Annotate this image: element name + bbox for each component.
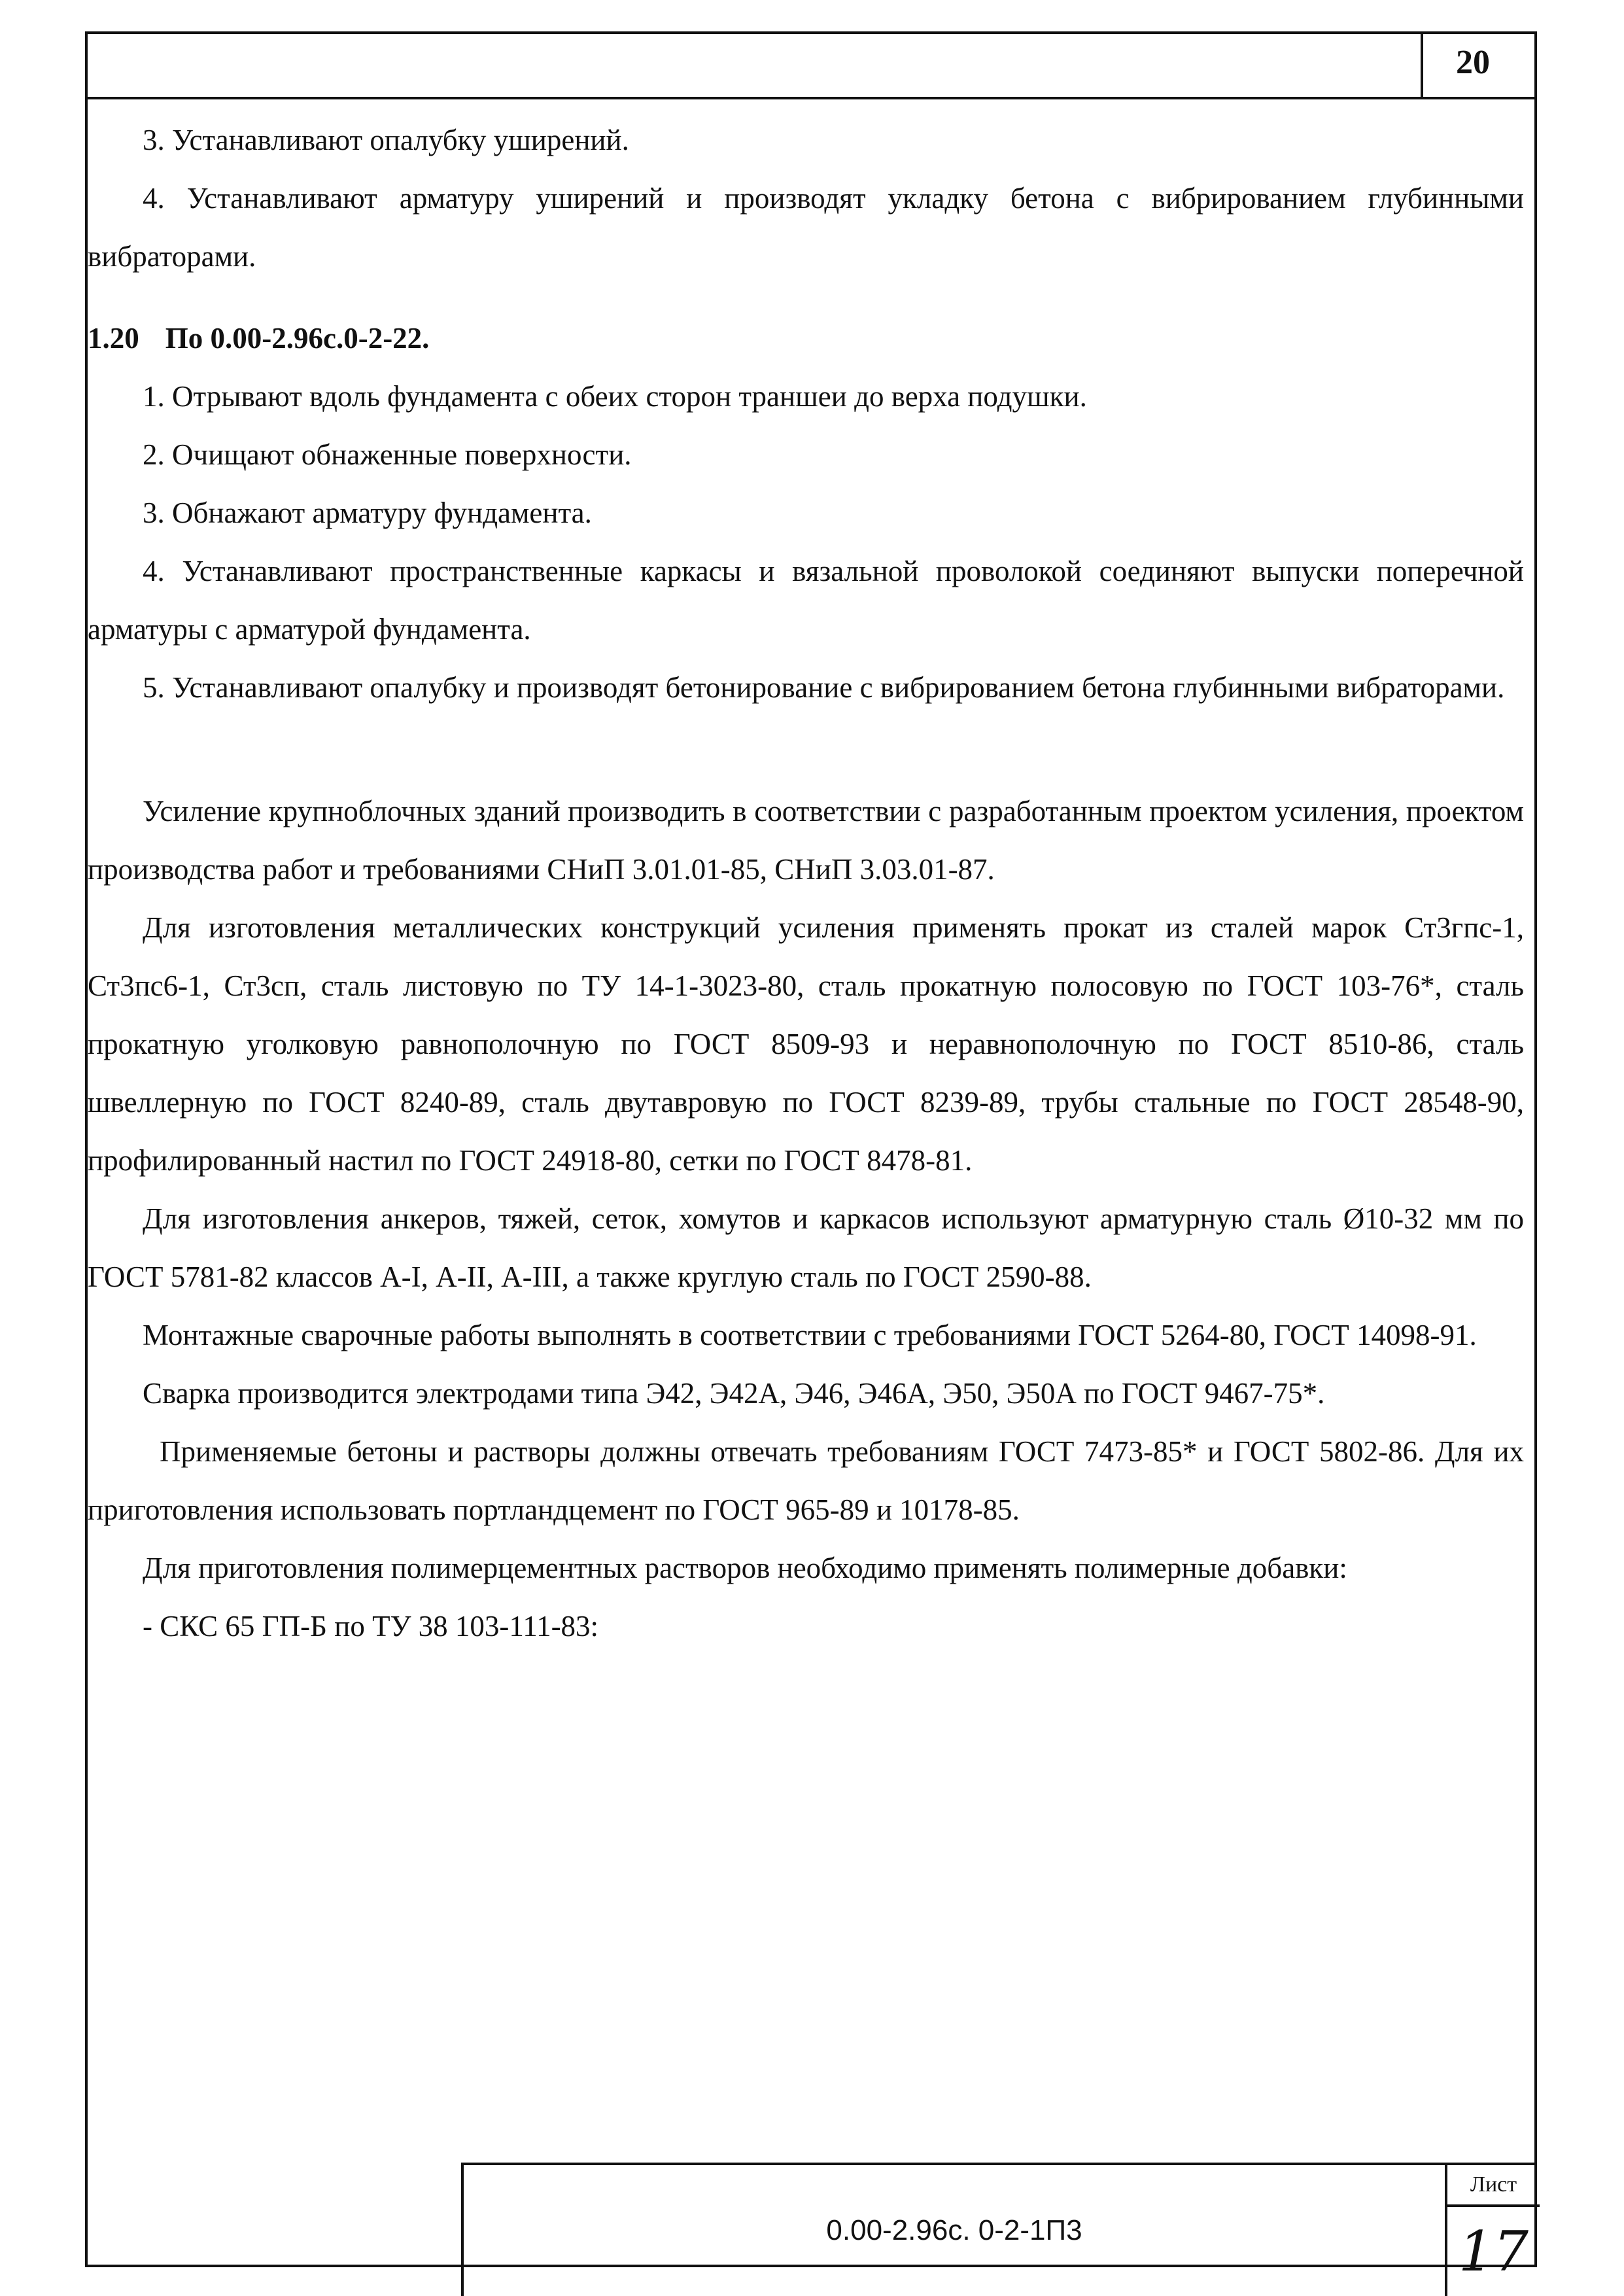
- document-body: [88, 111, 1524, 1656]
- sheet-label: Лист: [1447, 2165, 1540, 2207]
- paragraph-steel: Для изготовления металлических конструкций усиления применять прокат из сталей марок Ст3гпс-1, Ст3пс6-1, Ст3сп, сталь листовую по ТУ 14-1-3023-80, сталь прокатную полосовую по ГОСТ 103-76*, сталь прокатную уголковую равнополочную по ГОСТ 8509-93 и неравнополочную по ГОСТ 8510-86, сталь швеллерную по ГОСТ 8240-89, сталь двутавровую по ГОСТ 8239-89, трубы стальные по ГОСТ 28548-90, профилированный настил по ГОСТ 24918-80, сетки по ГОСТ 8478-81.: [88, 911, 1524, 1177]
- paragraph-additive: - СКС 65 ГП-Б по ТУ 38 103-111-83:: [143, 1610, 599, 1643]
- header-rule: [85, 97, 1537, 99]
- paragraph-electrodes: Сварка производится электродами типа Э42, Э42А, Э46, Э46А, Э50, Э50А по ГОСТ 9467-75*.: [143, 1377, 1325, 1410]
- section-number: 1.20: [88, 322, 139, 355]
- paragraph-welding: Монтажные сварочные работы выполнять в соответствии с требованиями ГОСТ 5264-80, ГОСТ 14098-91.: [143, 1319, 1477, 1351]
- section-step-1: 1. Отрывают вдоль фундамента с обеих сторон траншеи до верха подушки.: [143, 380, 1087, 413]
- section-step-3: 3. Обнажают арматуру фундамента.: [143, 496, 592, 529]
- section-step-4: 4. Устанавливают пространственные каркасы и вязальной проволокой соединяют выпуски поперечной арматуры с арматурой фундамента.: [88, 555, 1524, 646]
- document-code: 0.00-2.96с. 0-2-1П3: [826, 2214, 1082, 2246]
- item-3: 3. Устанавливают опалубку уширений.: [143, 124, 629, 156]
- section-step-2: 2. Очищают обнаженные поверхности.: [143, 438, 632, 471]
- paragraph-polymer: Для приготовления полимерцементных растворов необходимо применять полимерные добавки:: [143, 1552, 1347, 1584]
- paragraph-concrete: Применяемые бетоны и растворы должны отвечать требованиям ГОСТ 7473-85* и ГОСТ 5802-86. Для их приготовления использовать портландцемент по ГОСТ 965-89 и 10178-85.: [88, 1435, 1524, 1526]
- paragraph-anchors: Для изготовления анкеров, тяжей, сеток, хомутов и каркасов используют арматурную сталь Ø10-32 мм по ГОСТ 5781-82 классов А-I, А-II, А-III, а также круглую сталь по ГОСТ 2590-88.: [88, 1202, 1524, 1293]
- section-heading: [88, 309, 1524, 368]
- section-title: По 0.00-2.96с.0-2-22.: [165, 322, 430, 355]
- section-step-5: 5. Устанавливают опалубку и производят бетонирование с вибрированием бетона глубинными вибраторами.: [143, 671, 1505, 704]
- sheet-cell: [1445, 2165, 1540, 2296]
- title-block: [461, 2163, 1537, 2296]
- item-4: 4. Устанавливают арматуру уширений и производят укладку бетона с вибрированием глубинными вибраторами.: [88, 182, 1524, 273]
- paragraph-reinforcement: Усиление крупноблочных зданий производить в соответствии с разработанным проектом усиления, проектом производства работ и требованиями СНиП 3.01.01-85, СНиП 3.03.01-87.: [88, 795, 1524, 886]
- spacer: [88, 717, 1524, 782]
- page-number: 20: [1421, 31, 1523, 97]
- sheet-number: 17: [1459, 2219, 1529, 2284]
